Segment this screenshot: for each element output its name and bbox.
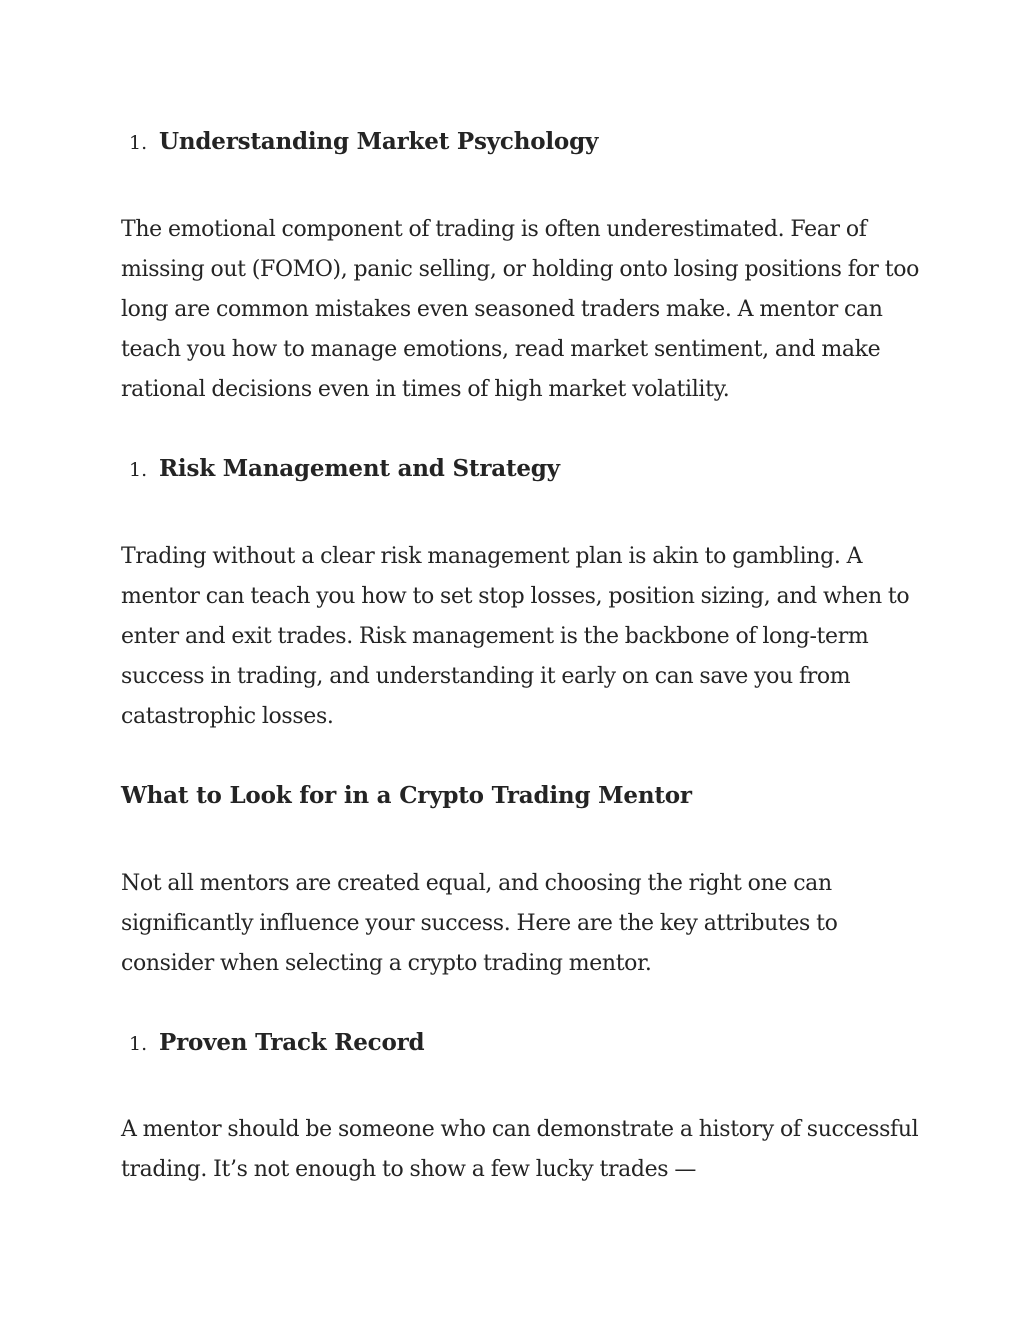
list-heading-market-psychology [121,128,921,155]
section-heading: Proven Track Record [159,1029,425,1056]
intro-paragraph: Not all mentors are created equal, and choosing the right one can significantly influence your success. Here are the key attributes to consider when selecting a crypto trading mentor. [121,871,838,976]
paragraph-market-psychology: The emotional component of trading is often underestimated. Fear of missing out (FOMO), panic selling, or holding onto losing positions for too long are common mistakes even seasoned traders make. A mentor can teach you how to manage emotions, read market sentiment, and make rational decisions even in times of high market volatility. [121,217,920,402]
list-number: 1. [129,459,148,481]
list-number: 1. [129,132,148,154]
main-heading: What to Look for in a Crypto Trading Mentor [121,782,692,809]
list-number: 1. [129,1033,148,1055]
paragraph-risk-management: Trading without a clear risk management plan is akin to gambling. A mentor can teach you how to set stop losses, position sizing, and when to enter and exit trades. Risk management is the backbone of long-term success in trading, and understanding it early on can save you from catastrophic losses. [121,544,910,729]
list-heading-risk-management [121,455,921,482]
paragraph-proven-track-record: A mentor should be someone who can demonstrate a history of successful trading. It’s not enough to show a few lucky trades — [121,1117,919,1182]
section-heading: Understanding Market Psychology [159,128,599,155]
list-heading-proven-track-record [121,1029,921,1056]
section-heading: Risk Management and Strategy [159,455,560,482]
